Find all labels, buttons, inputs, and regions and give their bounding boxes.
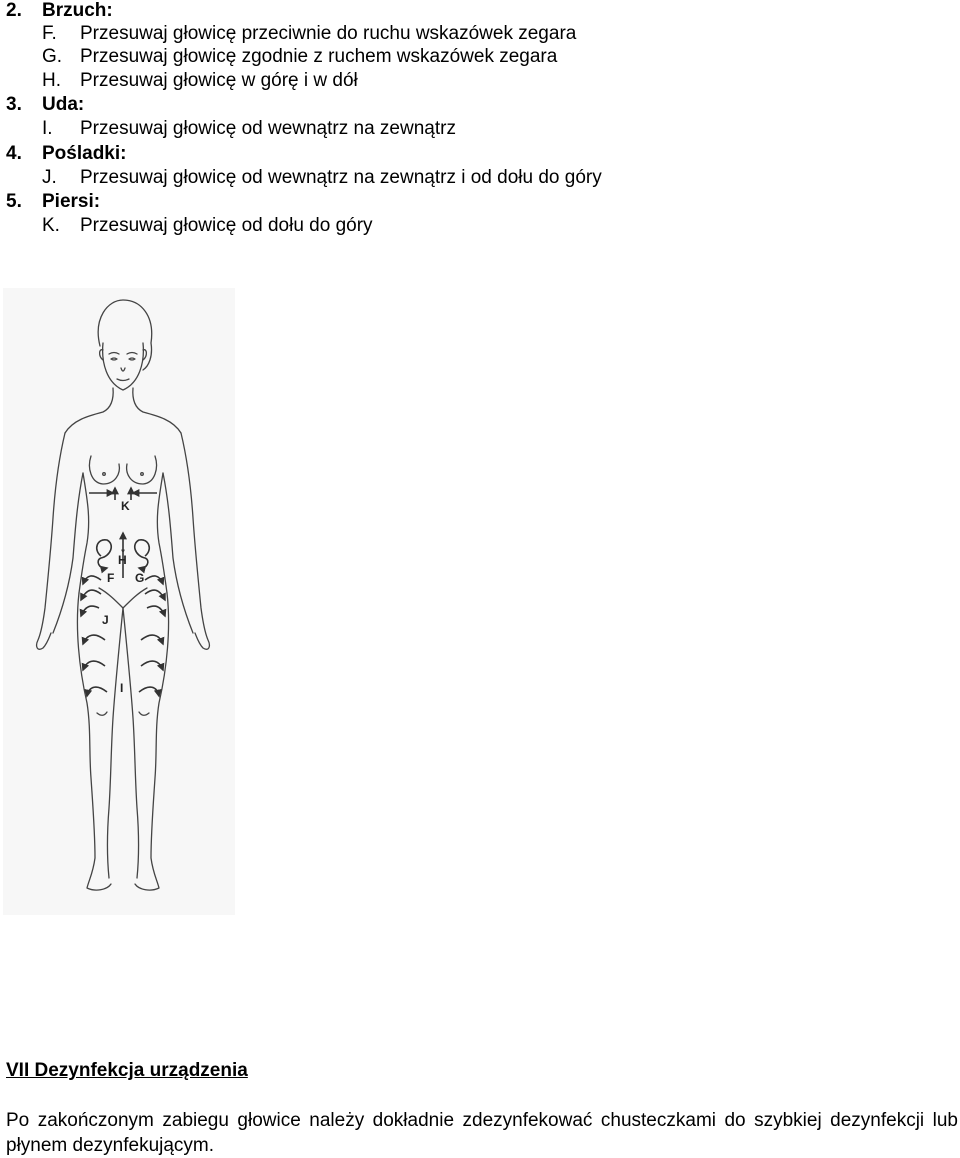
- arrow-j-left-1: [83, 576, 101, 584]
- right-breast: [127, 456, 157, 484]
- arrow-i-right-3: [139, 687, 159, 696]
- section-heading: Uda:: [42, 94, 85, 115]
- section-heading: Piersi:: [42, 191, 101, 212]
- item-letter: H.: [42, 70, 61, 91]
- item-letter: F.: [42, 23, 57, 44]
- arrow-i-left-1: [83, 635, 105, 644]
- section-number: 5.: [6, 191, 22, 212]
- arrow-j-right-2: [145, 590, 165, 600]
- left-breast: [90, 456, 120, 484]
- arrow-i-left-2: [83, 661, 105, 670]
- arrow-g-spiral: [135, 540, 150, 568]
- arrow-i-right-1: [141, 635, 163, 644]
- item-text: Przesuwaj głowicę od wewnątrz na zewnątrz: [80, 118, 456, 139]
- label-i: I: [120, 681, 124, 695]
- arrow-j-right-1: [145, 576, 163, 584]
- item-text: Przesuwaj głowicę przeciwnie do ruchu wskazówek zegara: [80, 23, 577, 44]
- item-text: Przesuwaj głowicę od dołu do góry: [80, 215, 373, 236]
- body-diagram: [3, 288, 235, 915]
- arrow-j-right-3: [147, 606, 165, 616]
- section-number: 4.: [6, 143, 22, 164]
- label-g: G: [135, 571, 145, 585]
- section-heading: Pośladki:: [42, 143, 127, 164]
- right-leg: [135, 593, 169, 890]
- left-arm: [37, 433, 65, 649]
- body-outline-drawing: [3, 288, 235, 915]
- section-heading: Brzuch:: [42, 0, 113, 21]
- label-j: J: [102, 613, 109, 627]
- item-text: Przesuwaj głowicę w górę i w dół: [80, 70, 358, 91]
- item-letter: G.: [42, 46, 63, 67]
- arrow-j-left-3: [81, 606, 99, 616]
- item-letter: K.: [42, 215, 60, 236]
- left-leg: [77, 593, 111, 890]
- arrow-j-left-2: [81, 590, 101, 600]
- item-text: Przesuwaj głowicę od wewnątrz na zewnątrz i od dołu do góry: [80, 167, 602, 188]
- section-number: 2.: [6, 0, 22, 21]
- item-letter: J.: [42, 167, 57, 188]
- section-vii-title: VII Dezynfekcja urządzenia: [6, 1060, 248, 1081]
- arrow-i-right-2: [141, 661, 163, 670]
- arrow-i-left-3: [87, 687, 107, 696]
- arrow-f-spiral: [97, 540, 112, 568]
- face-outline: [103, 343, 144, 390]
- label-k: K: [121, 499, 130, 513]
- section-vii-paragraph: Po zakończonym zabiegu głowice należy dokładnie zdezynfekować chusteczkami do szybkiej dezynfekcji lub płynem dezynfekującym.: [6, 1110, 958, 1156]
- item-text: Przesuwaj głowicę zgodnie z ruchem wskazówek zegara: [80, 46, 558, 67]
- section-number: 3.: [6, 94, 22, 115]
- label-f: F: [107, 571, 115, 585]
- label-h: H: [118, 553, 127, 567]
- item-letter: I.: [42, 118, 53, 139]
- right-arm: [181, 433, 209, 649]
